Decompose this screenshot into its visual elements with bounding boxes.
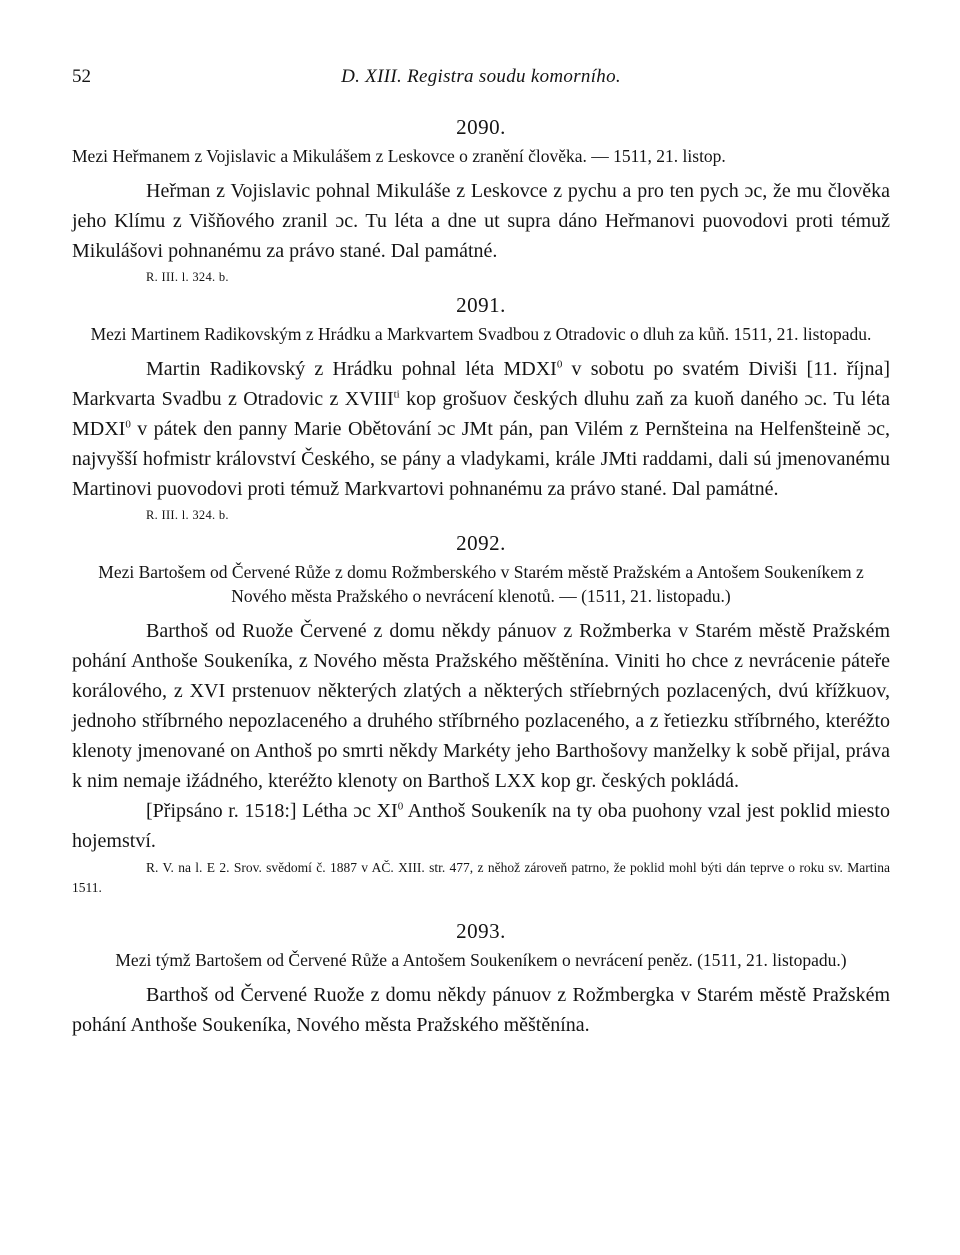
running-head-title: D. XIII. Registra soudu komorního. [341,66,621,87]
body-text: v pátek den panny Marie Obětování ɔc JMt pán, pan Vilém z Pernšteina na Helfenšteině ɔc, najvyšší hofmistr království Českého, se pány a vladykami, krále JMti raddami, dali sú jmenovanému Martinovi puovodovi proti témuž Markvartovi pohnanému za právo stané. Dal památné. [72,418,890,500]
entry-summary: Mezi Bartošem od Červené Růže z domu Rožmberského v Starém městě Pražském a Antošem Soukeníkem z Nového města Pražského o nevrácení klenotů. — (1511, 21. listopadu.) [98,562,864,606]
entry-number: 2093. [456,919,506,943]
superscript: 0 [125,418,131,431]
entry-2093 [72,918,890,1040]
body-text: kop grošuov českých dluhu zaň za kuoň daného ɔc. Tu léta MDXI [72,388,891,440]
source-reference: R. III. l. 324. b. [146,508,229,522]
entry-body: Barthoš od Ruože Červené z domu někdy pánuov z Rožmberka v Starém městě Pražském pohání Anthoše Soukeníka, z Nového města Pražského měštěnína. Viniti ho chce z nevrácenie páteře korálového, z XVI prstenuov některých zlatých a některých stříebrných pozlacených, dvú křížkuov, jednoho stříbrného nepozlaceného a druhého stříbrného pozlaceného, a z řetiezku stříbrného, kteréžto klenoty jmenované on Anthoš po smrti někdy Markéty jeho Barthošovy manželky k sobě přijal, práva k nim nemaje ižádného, kteréžto klenoty on Barthoš LXX kop gr. českých pokládá. [72,620,890,792]
entry-body: Heřman z Vojislavic pohnal Mikuláše z Leskovce z pychu a pro ten pych ɔc, že mu člověka jeho Klímu z Višňového zranil ɔc. Tu léta a dne ut supra dáno Heřmanovi puovodovi proti témuž Mikulášovi pohnanému za právo stané. Dal památné. [72,180,890,262]
source-note: R. V. na l. E 2. Srov. svědomí č. 1887 v AČ. XIII. str. 477, z něhož zároveň patrno, že poklid mohl býti dán teprve o roku sv. Martina 1511. [72,860,890,895]
entry-summary: Mezi Martinem Radikovským z Hrádku a Markvartem Svadbou z Otradovic o dluh za kůň. 1511, 21. listopadu. [90,324,872,344]
body-text: Martin Radikovský z Hrádku pohnal léta MDXI [146,358,557,380]
running-head [72,66,890,94]
page-number: 52 [72,66,91,87]
entry-2090 [72,114,890,286]
addendum-text: [Připsáno r. 1518:] Létha ɔc XI [146,800,398,822]
superscript: ti [393,388,400,401]
superscript: 0 [397,800,404,813]
entry-2091 [72,292,890,524]
source-reference: R. III. l. 324. b. [146,270,229,284]
document-page [72,66,890,1040]
entry-number: 2092. [456,531,506,555]
entry-summary: Mezi týmž Bartošem od Červené Růže a Antošem Soukeníkem o nevrácení peněz. (1511, 21. listopadu.) [115,950,847,970]
entry-body: Barthoš od Červené Ruože z domu někdy pánuov z Rožmbergka v Starém městě Pražském pohání Anthoše Soukeníka, Nového města Pražského měštěnína. [72,984,890,1036]
superscript: 0 [556,358,563,371]
entry-number: 2091. [456,293,506,317]
entry-number: 2090. [456,115,506,139]
entry-addendum [72,796,890,856]
body-text: v sobotu po svatém Diviši [11. října] Markvarta Svadbu z Otradovic z XVIII [72,358,890,410]
addendum-text: Anthoš Soukeník na ty oba puohony vzal jest poklid miesto hojemství. [72,800,890,852]
entry-summary: Mezi Heřmanem z Vojislavic a Mikulášem z Leskovce o zranění člověka. — 1511, 21. listop. [72,146,726,166]
entry-body [72,354,890,504]
entry-2092 [72,530,890,898]
